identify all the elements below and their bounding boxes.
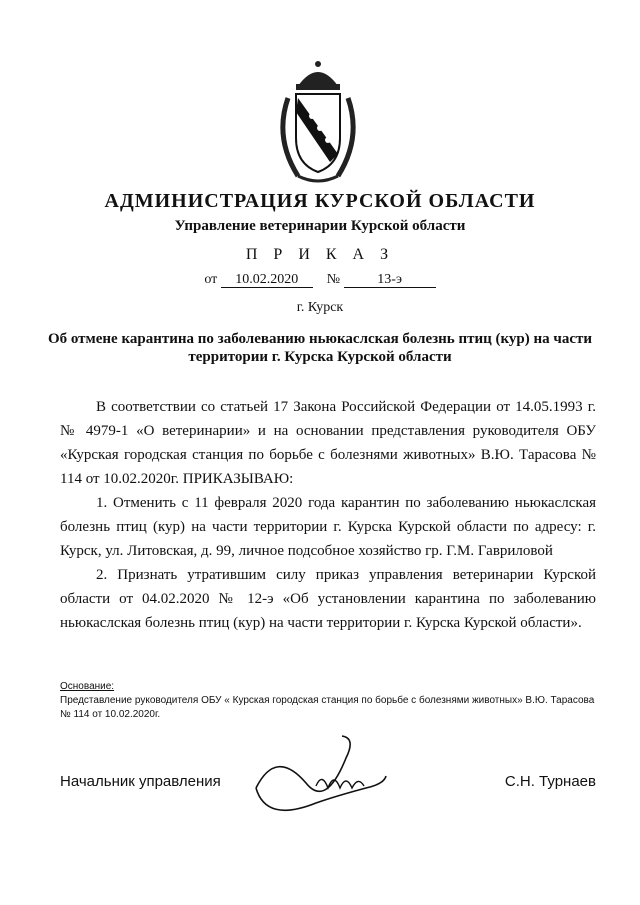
- doc-type: П Р И К А З: [245, 246, 395, 263]
- clause-1-paragraph: 1. Отменить с 11 февраля 2020 года карантин по заболеванию ньюкаслская болезнь птиц (кур) на части территории г. Курска Курской области по адресу: г. Курск, ул. Литовская, д. 99, личное подсобное хозяйство гр. Г.М. Гавриловой: [60, 495, 596, 559]
- number-prefix: №: [326, 272, 341, 287]
- signer-position: Начальник управления: [60, 773, 221, 790]
- date-prefix: от: [204, 272, 218, 287]
- clause-2-paragraph: 2. Признать утратившим силу приказ управления ветеринарии Курской области от 04.02.2020 № 12-э «Об установлении карантина по заболеванию ньюкаслская болезнь птиц (кур) на части территории г. Курска Курской области».: [60, 567, 596, 631]
- preamble-paragraph: В соответствии со статьей 17 Закона Российской Федерации от 14.05.1993 г. № 4979-1 «О ветеринарии» и на основании представления руководителя ОБУ «Курская городская станция по борьбе с болезнями животных» В.Ю. Тарасова № 114 от 10.02.2020г. ПРИКАЗЫВАЮ:: [60, 399, 596, 487]
- date-number-line: [0, 272, 640, 288]
- org-subtitle: Управление ветеринарии Курской области: [174, 218, 466, 234]
- order-number: 13-э: [344, 272, 436, 288]
- doc-title: Об отмене карантина по заболеванию ньюкаслская болезнь птиц (кур) на части территории г. Курска Курской области: [47, 331, 593, 365]
- order-date: 10.02.2020: [221, 272, 313, 288]
- order-body: [60, 395, 596, 635]
- signature-icon: [246, 728, 396, 828]
- basis-text: Представление руководителя ОБУ « Курская городская станция по борьбе с болезнями животных» В.Ю. Тарасова № 114 от 10.02.2020г.: [60, 695, 595, 720]
- city: г. Курск: [296, 300, 344, 315]
- org-title: АДМИНИСТРАЦИЯ КУРСКОЙ ОБЛАСТИ: [104, 190, 536, 212]
- coat-of-arms-icon: [268, 58, 368, 188]
- signer-name: С.Н. Турнаев: [504, 773, 596, 790]
- basis-block: [60, 680, 596, 722]
- basis-label: Основание:: [60, 681, 115, 692]
